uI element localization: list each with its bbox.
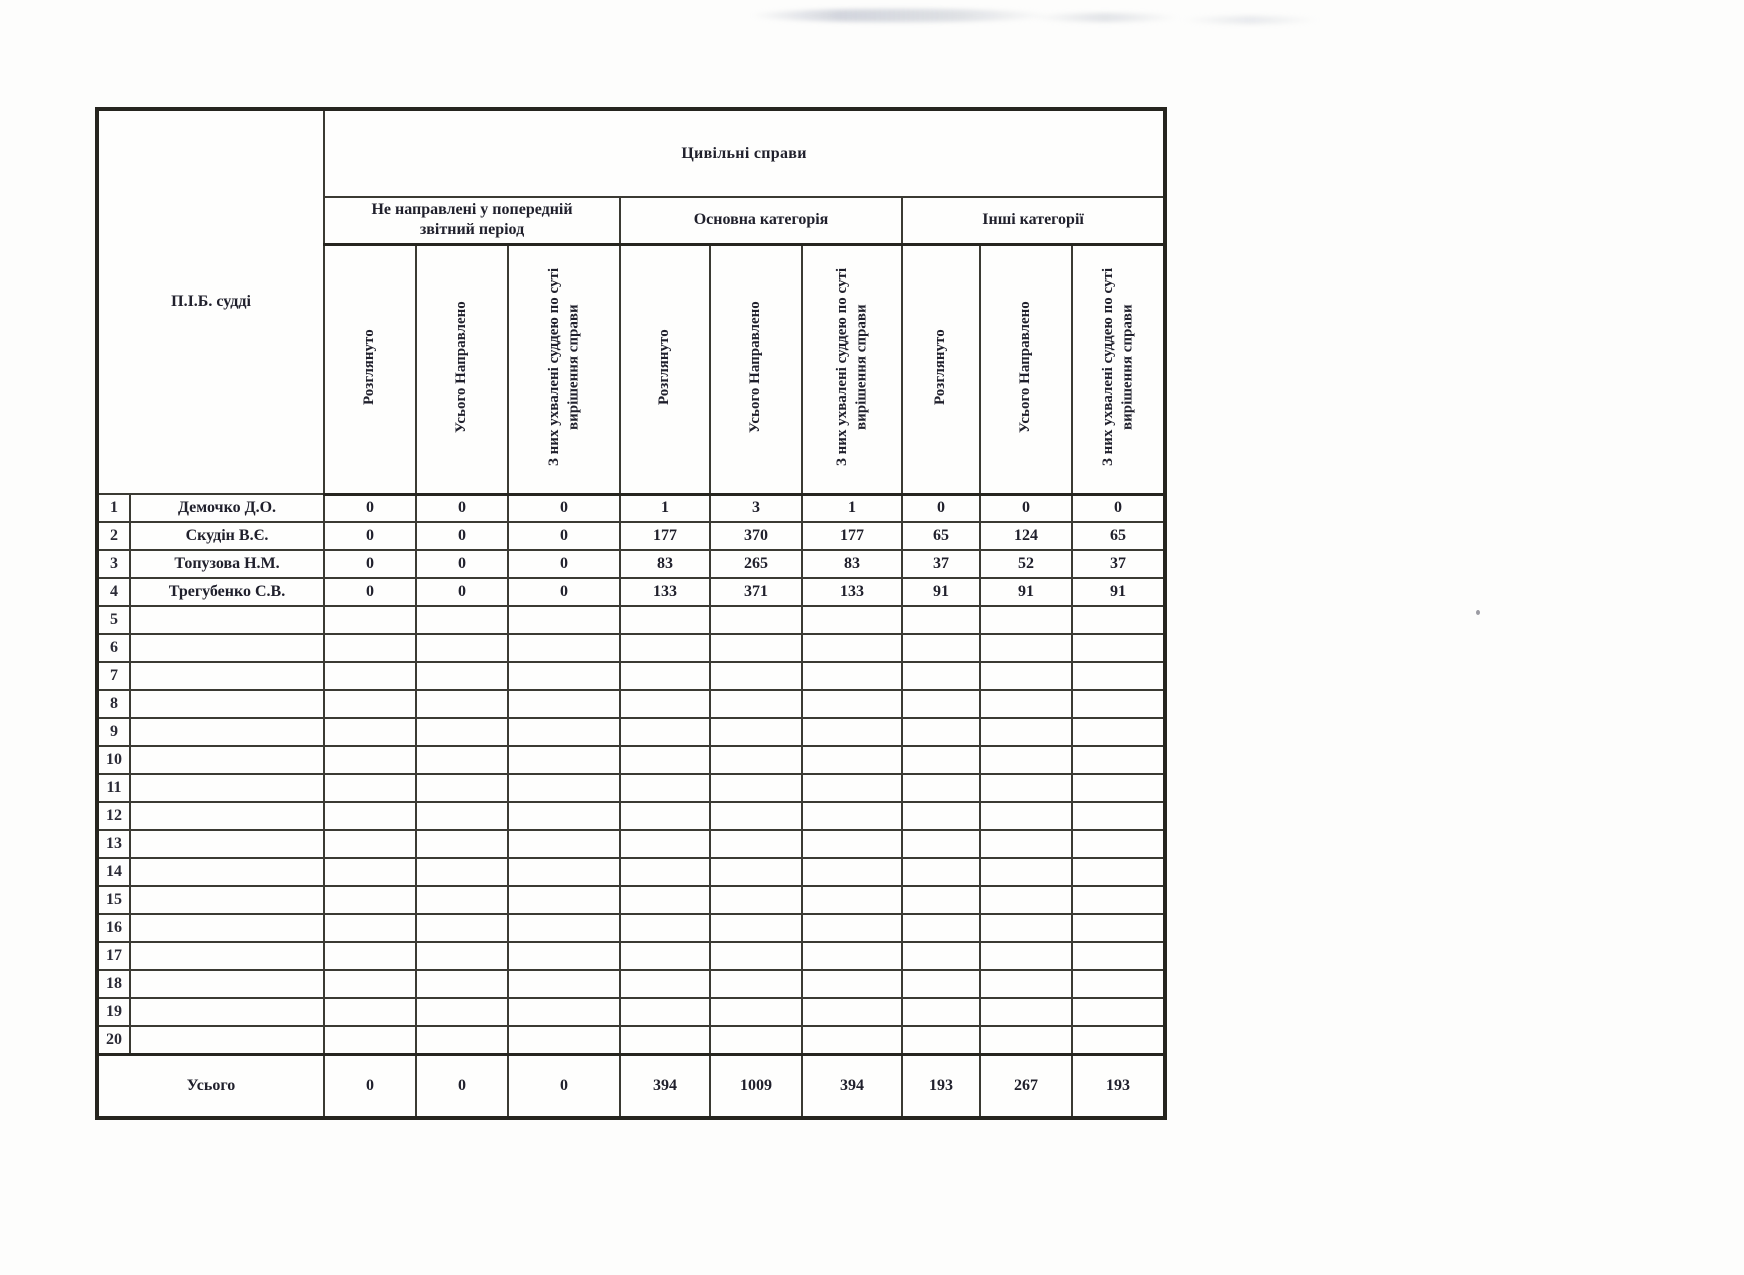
value-cell: [416, 998, 508, 1026]
value-cell: [508, 662, 620, 690]
value-cell: [416, 662, 508, 690]
judge-name: [130, 662, 324, 690]
value-cell: [1072, 774, 1165, 802]
metric-header-label: З них ухвалені суддею по суті вирішення справи: [833, 267, 870, 466]
metric-header: [710, 244, 802, 494]
total-value-cell: 394: [620, 1054, 710, 1118]
table-row: [97, 1026, 1165, 1054]
value-cell: 0: [902, 494, 980, 522]
value-cell: [508, 802, 620, 830]
metric-header: [620, 244, 710, 494]
value-cell: [416, 634, 508, 662]
value-cell: [508, 970, 620, 998]
row-number: 17: [97, 942, 130, 970]
value-cell: [324, 1026, 416, 1054]
value-cell: [710, 690, 802, 718]
value-cell: [620, 914, 710, 942]
value-cell: [324, 942, 416, 970]
judge-name: [130, 718, 324, 746]
table-row: [97, 578, 1165, 606]
value-cell: [416, 606, 508, 634]
value-cell: [710, 634, 802, 662]
value-cell: [980, 858, 1072, 886]
row-number: 18: [97, 970, 130, 998]
total-value-cell: 394: [802, 1054, 902, 1118]
column-group-label: Не направлені у попередній звітний період: [371, 201, 573, 239]
value-cell: [802, 886, 902, 914]
table-footer: [97, 1054, 1165, 1118]
value-cell: [416, 1026, 508, 1054]
value-cell: [710, 606, 802, 634]
value-cell: [980, 970, 1072, 998]
value-cell: [620, 998, 710, 1026]
row-number: 5: [97, 606, 130, 634]
value-cell: [620, 718, 710, 746]
judge-name: [130, 606, 324, 634]
value-cell: 177: [620, 522, 710, 550]
value-cell: 0: [1072, 494, 1165, 522]
value-cell: [710, 886, 802, 914]
table-row: [97, 550, 1165, 578]
total-value-cell: 0: [416, 1054, 508, 1118]
value-cell: [710, 914, 802, 942]
value-cell: [802, 662, 902, 690]
value-cell: [416, 746, 508, 774]
value-cell: [980, 718, 1072, 746]
value-cell: [902, 998, 980, 1026]
value-cell: 65: [1072, 522, 1165, 550]
value-cell: 91: [1072, 578, 1165, 606]
row-number: 4: [97, 578, 130, 606]
value-cell: [902, 690, 980, 718]
metric-header: [1072, 244, 1165, 494]
value-cell: [324, 690, 416, 718]
value-cell: 0: [508, 550, 620, 578]
table-row: [97, 494, 1165, 522]
judge-name: [130, 970, 324, 998]
value-cell: [802, 830, 902, 858]
value-cell: [902, 886, 980, 914]
value-cell: [1072, 914, 1165, 942]
value-cell: 370: [710, 522, 802, 550]
scan-dot: [1476, 610, 1480, 615]
metric-header-label: Розглянуто: [932, 328, 949, 405]
value-cell: [1072, 886, 1165, 914]
judge-name: [130, 858, 324, 886]
table-body: [97, 494, 1165, 1054]
value-cell: [324, 606, 416, 634]
row-number: 19: [97, 998, 130, 1026]
value-cell: [416, 718, 508, 746]
value-cell: [620, 802, 710, 830]
value-cell: [1072, 970, 1165, 998]
row-number: 7: [97, 662, 130, 690]
row-number: 8: [97, 690, 130, 718]
value-cell: 0: [416, 578, 508, 606]
table-header: [97, 109, 1165, 494]
title-row: [97, 109, 1165, 197]
total-value-cell: 267: [980, 1054, 1072, 1118]
value-cell: [324, 634, 416, 662]
value-cell: 0: [980, 494, 1072, 522]
row-number: 9: [97, 718, 130, 746]
civil-cases-table: [95, 107, 1167, 1120]
value-cell: [620, 746, 710, 774]
value-cell: [324, 858, 416, 886]
metric-header: [416, 244, 508, 494]
value-cell: [902, 858, 980, 886]
row-number: 6: [97, 634, 130, 662]
row-number: 1: [97, 494, 130, 522]
table-row: [97, 970, 1165, 998]
value-cell: 0: [324, 494, 416, 522]
value-cell: [508, 886, 620, 914]
value-cell: 0: [508, 494, 620, 522]
value-cell: [902, 634, 980, 662]
value-cell: 133: [620, 578, 710, 606]
value-cell: [980, 746, 1072, 774]
value-cell: [620, 774, 710, 802]
value-cell: [324, 886, 416, 914]
value-cell: [710, 1026, 802, 1054]
metric-header-label: З них ухвалені суддею по суті вирішення справи: [1099, 267, 1136, 466]
total-value-cell: 1009: [710, 1054, 802, 1118]
judge-name: [130, 830, 324, 858]
value-cell: [508, 718, 620, 746]
value-cell: [802, 802, 902, 830]
value-cell: [1072, 718, 1165, 746]
value-cell: [802, 746, 902, 774]
value-cell: [324, 914, 416, 942]
value-cell: [620, 858, 710, 886]
value-cell: [710, 970, 802, 998]
value-cell: [902, 746, 980, 774]
column-group-header: [620, 197, 902, 244]
value-cell: [802, 606, 902, 634]
value-cell: [508, 998, 620, 1026]
judge-name-column-header: П.І.Б. судді: [97, 109, 324, 494]
value-cell: [416, 858, 508, 886]
value-cell: 91: [902, 578, 980, 606]
value-cell: [508, 942, 620, 970]
value-cell: [710, 830, 802, 858]
value-cell: [980, 998, 1072, 1026]
value-cell: [710, 942, 802, 970]
value-cell: [980, 774, 1072, 802]
value-cell: [620, 970, 710, 998]
value-cell: [416, 774, 508, 802]
value-cell: [802, 634, 902, 662]
value-cell: [902, 970, 980, 998]
value-cell: [508, 914, 620, 942]
value-cell: [620, 634, 710, 662]
value-cell: [324, 774, 416, 802]
table-row: [97, 802, 1165, 830]
value-cell: [710, 746, 802, 774]
judge-name: [130, 774, 324, 802]
row-number: 12: [97, 802, 130, 830]
value-cell: 37: [902, 550, 980, 578]
table-row: [97, 774, 1165, 802]
value-cell: [416, 970, 508, 998]
value-cell: [902, 718, 980, 746]
metric-header: [508, 244, 620, 494]
value-cell: [416, 830, 508, 858]
row-number: 16: [97, 914, 130, 942]
value-cell: [508, 634, 620, 662]
value-cell: [1072, 942, 1165, 970]
scan-smudge: [750, 9, 1050, 22]
value-cell: [324, 802, 416, 830]
value-cell: [902, 662, 980, 690]
table-row: [97, 746, 1165, 774]
column-group-header: [324, 197, 620, 244]
judge-name: [130, 690, 324, 718]
value-cell: [802, 942, 902, 970]
row-number: 3: [97, 550, 130, 578]
metric-header: [802, 244, 902, 494]
value-cell: [710, 802, 802, 830]
total-value-cell: 193: [902, 1054, 980, 1118]
total-label: Усього: [97, 1054, 324, 1118]
table-row: [97, 886, 1165, 914]
value-cell: [902, 830, 980, 858]
judge-name: [130, 746, 324, 774]
metric-header-label: Усього Направлено: [453, 300, 470, 433]
value-cell: 83: [802, 550, 902, 578]
table-row: [97, 634, 1165, 662]
value-cell: [620, 662, 710, 690]
judge-name: [130, 998, 324, 1026]
value-cell: [620, 830, 710, 858]
value-cell: 3: [710, 494, 802, 522]
value-cell: [508, 606, 620, 634]
table-row: [97, 522, 1165, 550]
value-cell: [802, 858, 902, 886]
value-cell: 0: [416, 494, 508, 522]
value-cell: [324, 718, 416, 746]
judge-name: Демочко Д.О.: [130, 494, 324, 522]
value-cell: [1072, 690, 1165, 718]
table-row: [97, 662, 1165, 690]
judge-name: [130, 1026, 324, 1054]
value-cell: [980, 802, 1072, 830]
value-cell: [416, 690, 508, 718]
metric-header: [324, 244, 416, 494]
value-cell: [324, 830, 416, 858]
value-cell: [620, 886, 710, 914]
value-cell: [1072, 606, 1165, 634]
metric-header-label: Усього Направлено: [1017, 300, 1034, 433]
scan-smudge: [1180, 16, 1320, 24]
value-cell: [710, 998, 802, 1026]
total-value-cell: 0: [508, 1054, 620, 1118]
value-cell: [416, 942, 508, 970]
value-cell: 1: [620, 494, 710, 522]
value-cell: 0: [324, 578, 416, 606]
table-row: [97, 998, 1165, 1026]
value-cell: [980, 606, 1072, 634]
value-cell: [802, 970, 902, 998]
table-row: [97, 718, 1165, 746]
value-cell: [508, 830, 620, 858]
table-title: Цивільні справи: [324, 109, 1165, 197]
value-cell: 91: [980, 578, 1072, 606]
table-row: [97, 690, 1165, 718]
metric-header-label: З них ухвалені суддею по суті вирішення справи: [545, 267, 582, 466]
value-cell: [324, 970, 416, 998]
metric-header-label: Розглянуто: [361, 328, 378, 405]
value-cell: [980, 886, 1072, 914]
row-number: 2: [97, 522, 130, 550]
total-value-cell: 193: [1072, 1054, 1165, 1118]
value-cell: [1072, 998, 1165, 1026]
value-cell: [902, 1026, 980, 1054]
value-cell: [1072, 662, 1165, 690]
value-cell: [508, 746, 620, 774]
scan-smudge: [1030, 13, 1180, 22]
value-cell: [710, 774, 802, 802]
value-cell: [902, 774, 980, 802]
value-cell: 265: [710, 550, 802, 578]
value-cell: [980, 914, 1072, 942]
metric-header: [902, 244, 980, 494]
value-cell: [902, 606, 980, 634]
value-cell: [620, 606, 710, 634]
value-cell: 124: [980, 522, 1072, 550]
value-cell: [802, 998, 902, 1026]
value-cell: [710, 858, 802, 886]
metric-header-label: Усього Направлено: [747, 300, 764, 433]
row-number: 14: [97, 858, 130, 886]
table-row: [97, 858, 1165, 886]
judge-name: Топузова Н.М.: [130, 550, 324, 578]
total-value-cell: 0: [324, 1054, 416, 1118]
value-cell: [324, 998, 416, 1026]
value-cell: [620, 690, 710, 718]
value-cell: [1072, 802, 1165, 830]
value-cell: 83: [620, 550, 710, 578]
value-cell: [802, 774, 902, 802]
row-number: 11: [97, 774, 130, 802]
value-cell: 52: [980, 550, 1072, 578]
value-cell: 0: [324, 522, 416, 550]
metric-header-label: Розглянуто: [656, 328, 673, 405]
value-cell: [902, 802, 980, 830]
value-cell: 1: [802, 494, 902, 522]
value-cell: 65: [902, 522, 980, 550]
table-row: [97, 914, 1165, 942]
value-cell: [1072, 830, 1165, 858]
value-cell: [802, 1026, 902, 1054]
value-cell: 371: [710, 578, 802, 606]
judge-name: [130, 802, 324, 830]
value-cell: [508, 774, 620, 802]
value-cell: [980, 830, 1072, 858]
value-cell: [802, 718, 902, 746]
value-cell: [802, 914, 902, 942]
value-cell: [508, 858, 620, 886]
total-row: [97, 1054, 1165, 1118]
judge-name: [130, 634, 324, 662]
value-cell: [1072, 858, 1165, 886]
value-cell: [1072, 746, 1165, 774]
value-cell: [980, 662, 1072, 690]
row-number: 13: [97, 830, 130, 858]
value-cell: [980, 690, 1072, 718]
value-cell: [508, 690, 620, 718]
value-cell: [324, 746, 416, 774]
column-group-label: Основна категорія: [693, 211, 829, 229]
row-number: 10: [97, 746, 130, 774]
column-group-header: [902, 197, 1165, 244]
value-cell: 0: [508, 522, 620, 550]
value-cell: [620, 1026, 710, 1054]
value-cell: [1072, 634, 1165, 662]
value-cell: [902, 914, 980, 942]
value-cell: 177: [802, 522, 902, 550]
judge-name: Трегубенко С.В.: [130, 578, 324, 606]
judge-name: [130, 914, 324, 942]
value-cell: 0: [508, 578, 620, 606]
value-cell: [902, 942, 980, 970]
metric-header: [980, 244, 1072, 494]
value-cell: 0: [324, 550, 416, 578]
judge-name: [130, 942, 324, 970]
row-number: 20: [97, 1026, 130, 1054]
table-row: [97, 606, 1165, 634]
value-cell: [710, 718, 802, 746]
value-cell: [802, 690, 902, 718]
value-cell: 0: [416, 522, 508, 550]
value-cell: 0: [416, 550, 508, 578]
value-cell: [324, 662, 416, 690]
value-cell: [710, 662, 802, 690]
value-cell: [416, 914, 508, 942]
value-cell: 37: [1072, 550, 1165, 578]
row-number: 15: [97, 886, 130, 914]
value-cell: 133: [802, 578, 902, 606]
value-cell: [1072, 1026, 1165, 1054]
value-cell: [980, 942, 1072, 970]
value-cell: [416, 886, 508, 914]
value-cell: [620, 942, 710, 970]
value-cell: [980, 1026, 1072, 1054]
value-cell: [980, 634, 1072, 662]
value-cell: [508, 1026, 620, 1054]
judge-name: [130, 886, 324, 914]
table-row: [97, 830, 1165, 858]
table-row: [97, 942, 1165, 970]
judge-name: Скудін В.Є.: [130, 522, 324, 550]
column-group-label: Інші категорії: [982, 211, 1084, 229]
value-cell: [416, 802, 508, 830]
